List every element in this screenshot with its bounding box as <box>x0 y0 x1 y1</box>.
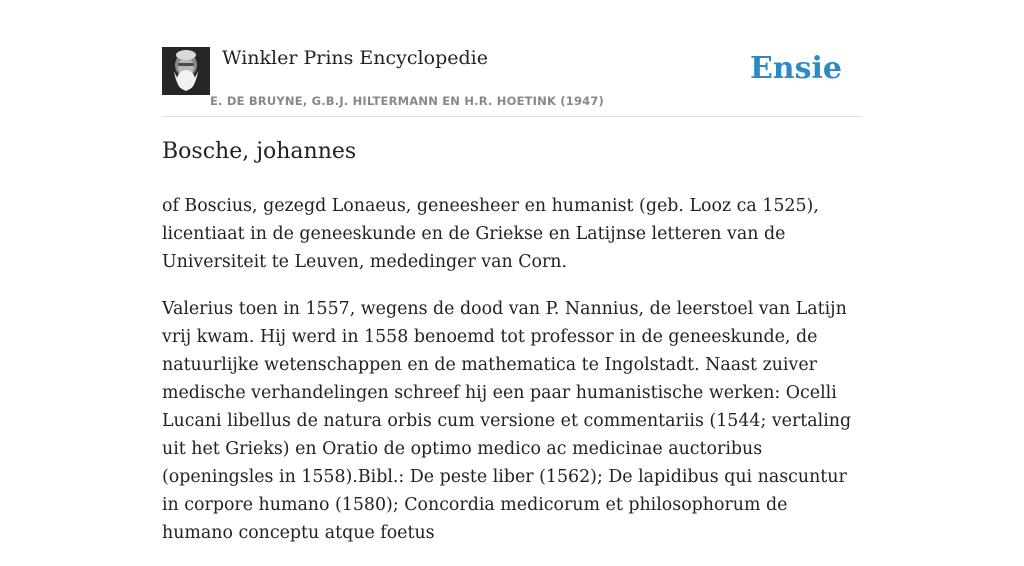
site-title[interactable]: Winkler Prins Encyclopedie <box>222 47 488 69</box>
entry-body <box>162 192 862 566</box>
entry-paragraph-2: Valerius toen in 1557, wegens de dood van P. Nannius, de leerstoel van Latijn vrij kwam. Hij werd in 1558 benoemd tot professor in de geneeskunde, de natuurlijke wetenschappen en de mathematica te Ingolstadt. Naast zuiver medische verhandelingen schreef hij een paar humanistische werken: Ocelli Lucani libellus de natura orbis cum versione et commentariis (1544; vertaling uit het Grieks) en Oratio de optimo medico ac medicinae auctoribus (openingsles in 1558).Bibl.: De peste liber (1562); De lapidibus qui nascuntur in corpore humano (1580); Concordia medicorum et philosophorum de humano conceptu atque foetus <box>162 299 852 543</box>
entry-paragraph-1: of Boscius, gezegd Lonaeus, geneesheer en humanist (geb. Looz ca 1525), licentiaat in de geneeskunde en de Griekse en Latijnse letteren van de Universiteit te Leuven, mededinger van Corn. <box>162 196 819 272</box>
bearded-man-portrait-icon[interactable] <box>162 47 210 95</box>
brand-logo[interactable]: Ensie <box>749 51 842 86</box>
site-header <box>162 46 862 117</box>
entry-title: Bosche, johannes <box>162 139 357 164</box>
authors-credit: E. DE BRUYNE, G.B.J. HILTERMANN EN H.R. HOETINK (1947) <box>210 94 605 108</box>
